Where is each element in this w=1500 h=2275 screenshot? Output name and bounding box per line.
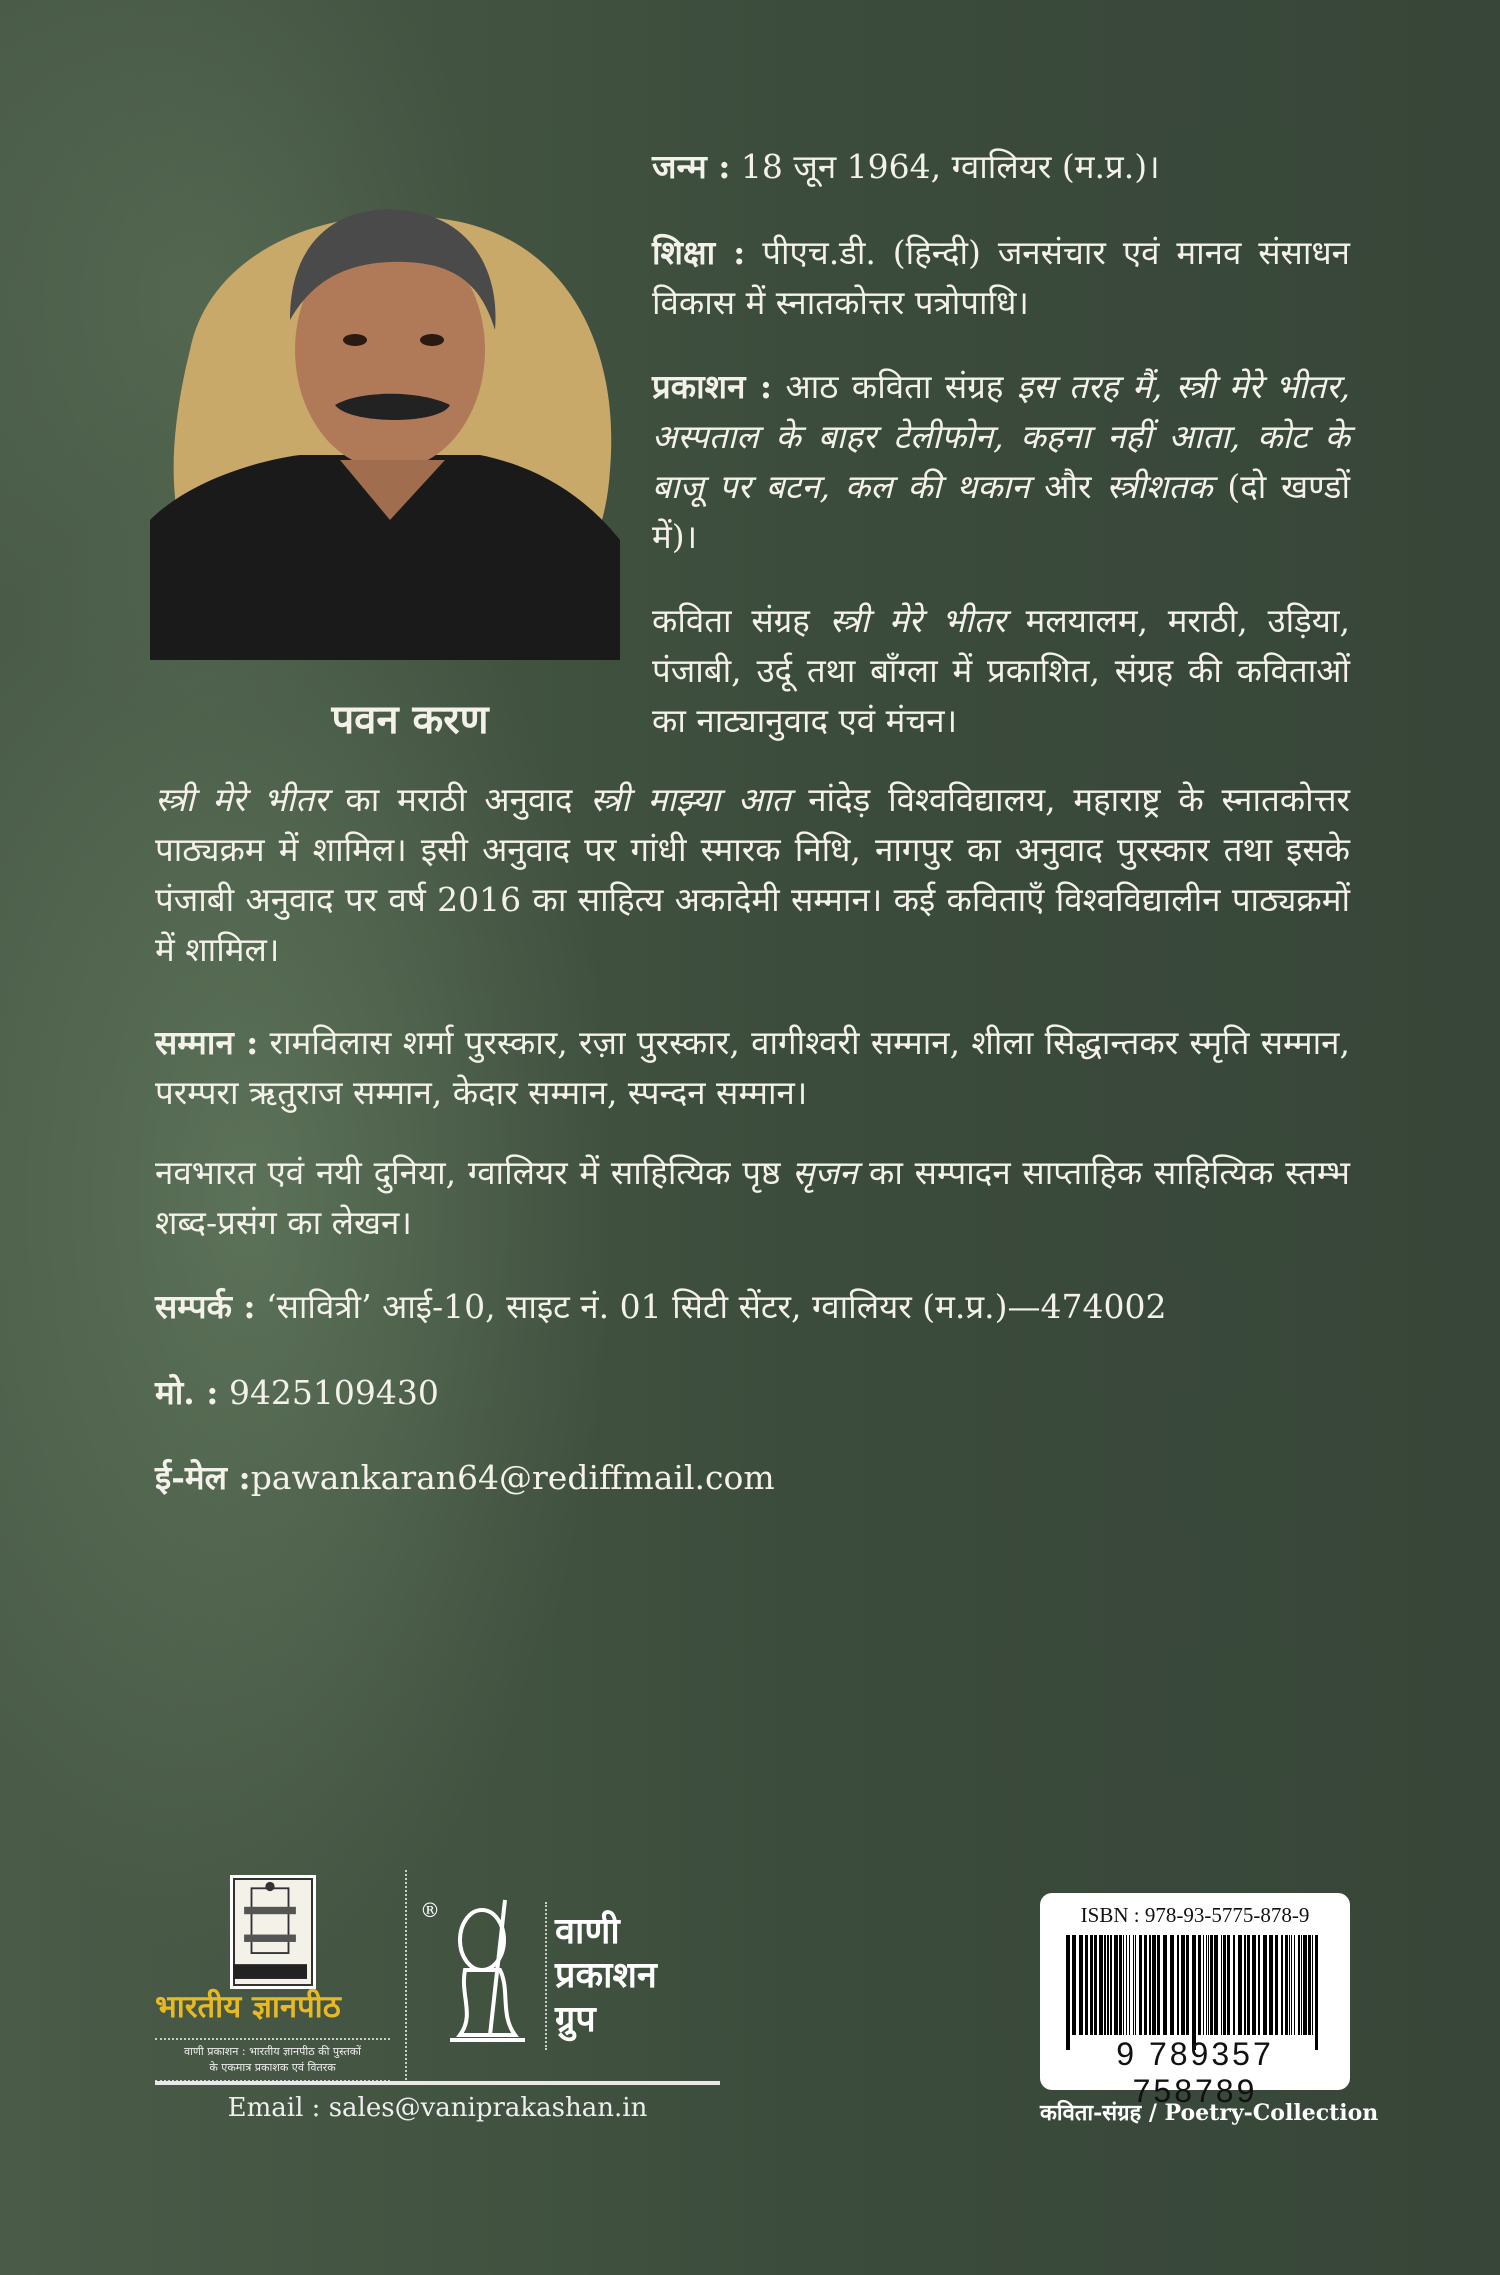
barcode-bar — [1238, 1935, 1242, 2035]
barcode-bar — [1275, 1935, 1278, 2035]
author-name: पवन करण — [331, 697, 489, 743]
barcode-bar — [1315, 1935, 1318, 2050]
vani-saraswati-logo-icon — [420, 1895, 535, 2045]
jnanpith-subtitle-line: वाणी प्रकाशन : भारतीय ज्ञानपीठ की पुस्तकों — [183, 2045, 362, 2058]
editing-text: का सम्पादन साप्ताहिक साहित्यिक स्तम्भ शब्द-प्रसंग का लेखन। — [155, 1153, 1350, 1242]
publications-info — [652, 362, 1350, 562]
barcode-bar — [1090, 1935, 1093, 2035]
barcode-bar — [1223, 1935, 1226, 2035]
translations-text: कविता संग्रह — [652, 601, 830, 640]
barcode-bar — [1269, 1935, 1273, 2035]
book-title: स्त्री मेरे भीतर — [829, 601, 1006, 640]
barcode-bar — [1208, 1935, 1209, 2035]
barcode-bar — [1210, 1935, 1213, 2035]
barcode-bar — [1252, 1935, 1256, 2035]
education-text: पीएच.डी. (हिन्दी) जनसंचार एवं मानव संसाधन विकास में स्नातकोत्तर पत्रोपाधि। — [652, 233, 1350, 322]
jnanpith-subtitle-line: के एकमात्र प्रकाशक एवं वितरक — [209, 2061, 336, 2074]
barcode-bar — [1301, 1935, 1302, 2035]
barcode-bar — [1135, 1935, 1136, 2035]
barcode-bar — [1149, 1935, 1151, 2035]
barcode-bar — [1258, 1935, 1260, 2035]
author-photo — [150, 190, 630, 680]
marathi-text: नांदेड़ विश्वविद्यालय, महाराष्ट्र के स्नातकोत्तर पाठ्यक्रम में शामिल। इसी अनुवाद पर गांधी स्मारक निधि, नागपुर का अनुवाद पुरस्कार तथा इसके पंजाबी अनुवाद पर वर्ष 2016 का साहित्य अकादेमी सम्मान। कई कविताएँ विश्वविद्यालीन पाठ्यक्रमों में शामिल। — [155, 780, 1350, 969]
publications-text: (दो खण्डों में)। — [652, 467, 1350, 556]
barcode-bar — [1303, 1935, 1307, 2035]
jnanpith-subtitle — [155, 2038, 390, 2082]
contact-info — [155, 1282, 1350, 1332]
isbn-label: ISBN : 978-93-5775-878-9 — [1080, 1903, 1310, 1927]
jnanpith-name: भारतीय ज्ञानपीठ — [155, 1989, 341, 2025]
barcode-bar — [1227, 1935, 1230, 2035]
divider — [545, 1902, 547, 2050]
birth-label: जन्म : — [652, 147, 731, 186]
barcode-bar — [1289, 1935, 1290, 2035]
registered-mark: ® — [420, 1898, 440, 1922]
barcode-bar — [1308, 1935, 1311, 2035]
barcode-bar — [1294, 1935, 1295, 2035]
barcode-bar — [1247, 1935, 1250, 2035]
barcode-bar — [1129, 1935, 1130, 2035]
barcode-bar — [1298, 1935, 1300, 2035]
email-label: ई-मेल : — [155, 1458, 251, 1497]
barcode-bar — [1281, 1935, 1283, 2035]
barcode-bar — [1094, 1935, 1097, 2035]
barcode-bar — [1157, 1935, 1160, 2035]
contact-label: सम्पर्क : — [155, 1287, 256, 1326]
barcode-bar — [1263, 1935, 1267, 2035]
publications-text: और — [1029, 467, 1107, 506]
barcode-bar — [1079, 1935, 1083, 2035]
page-title-srijan: सृजन — [792, 1153, 858, 1192]
book-category: कविता-संग्रह / Poetry-Collection — [1040, 2100, 1379, 2126]
barcode-bar — [1285, 1935, 1288, 2035]
awards-label: सम्मान : — [155, 1023, 259, 1062]
barcode-bar — [1107, 1935, 1109, 2035]
barcode-bar — [1163, 1935, 1167, 2035]
barcode-bar — [1114, 1935, 1118, 2035]
barcode-bar — [1119, 1935, 1122, 2035]
barcode-bar — [1144, 1935, 1147, 2035]
barcode-bar — [1072, 1935, 1076, 2035]
barcode-bar — [1110, 1935, 1112, 2035]
editing-info — [155, 1148, 1350, 1248]
barcode-bar — [1152, 1935, 1156, 2035]
barcode-bar — [1291, 1935, 1292, 2035]
barcode-bar — [1104, 1935, 1106, 2035]
editing-text: नवभारत एवं नयी दुनिया, ग्वालियर में साहित्यिक पृष्ठ — [155, 1153, 793, 1192]
barcode-bar — [1085, 1935, 1088, 2035]
mobile-info — [155, 1368, 1350, 1418]
barcode-bar — [1133, 1935, 1134, 2035]
publications-text: आठ कविता संग्रह — [772, 367, 1017, 406]
email-info — [155, 1453, 1350, 1503]
isbn-barcode-box — [1040, 1893, 1350, 2109]
vani-line: ग्रुप — [555, 1999, 596, 2040]
jnanpith-emblem-icon — [230, 1875, 316, 1989]
awards-info — [155, 1018, 1350, 1118]
birth-text: 18 जून 1964, ग्वालियर (म.प्र.)। — [730, 147, 1160, 186]
marathi-translation-info — [155, 775, 1350, 975]
barcode-bar — [1126, 1935, 1127, 2035]
education-info — [652, 228, 1350, 328]
barcode-bar — [1221, 1935, 1222, 2035]
translations-text: मलयालम, मराठी, उड़िया, पंजाबी, उर्दू तथा बाँग्ला में प्रकाशित, संग्रह की कविताओं का नाट्यानुवाद एवं मंचन। — [652, 601, 1350, 740]
publications-label: प्रकाशन : — [652, 367, 773, 406]
author-email: pawankaran64@rediffmail.com — [250, 1458, 775, 1497]
marathi-text: का मराठी अनुवाद — [327, 780, 591, 819]
barcode-bar — [1203, 1935, 1204, 2035]
publisher-logos — [150, 1860, 720, 2074]
contact-address: ‘सावित्री’ आई-10, साइट नं. 01 सिटी सेंटर, ग्वालियर (म.प्र.)—474002 — [255, 1287, 1167, 1326]
mobile-label: मो. : — [155, 1373, 219, 1412]
book-title: स्त्री माझ्या आत — [590, 780, 791, 819]
barcode-bar — [1186, 1935, 1189, 2035]
barcode-bar — [1181, 1935, 1185, 2035]
vani-line: प्रकाशन — [555, 1955, 657, 1996]
barcode-bar — [1066, 1935, 1070, 2050]
divider — [155, 2081, 720, 2085]
mobile-number: 9425109430 — [218, 1373, 439, 1412]
awards-text: रामविलास शर्मा पुरस्कार, रज़ा पुरस्कार, वागीश्वरी सम्मान, शीला सिद्धान्तकर स्मृति सम्मान, परम्परा ऋतुराज सम्मान, केदार सम्मान, स्पन्दन सम्मान। — [155, 1023, 1350, 1112]
education-label: शिक्षा : — [652, 233, 746, 272]
isbn-digits: 9 789357 758789 — [1116, 2036, 1274, 2109]
barcode-bar — [1170, 1935, 1174, 2035]
birth-info — [652, 142, 1350, 192]
book-title: स्त्रीशतक — [1106, 467, 1213, 506]
barcode-bar — [1177, 1935, 1179, 2035]
barcode-bar — [1206, 1935, 1207, 2035]
barcode-bar — [1233, 1935, 1235, 2035]
publisher-email: Email : sales@vaniprakashan.in — [227, 2093, 648, 2123]
barcode-bar — [1198, 1935, 1201, 2035]
barcode-bar — [1244, 1935, 1246, 2035]
divider — [405, 1870, 407, 2080]
barcode-bar — [1099, 1935, 1103, 2035]
barcode-bar — [1192, 1935, 1196, 2050]
barcode-bar — [1123, 1935, 1124, 2035]
barcode-bar — [1139, 1935, 1142, 2035]
barcode-bar — [1312, 1935, 1313, 2035]
book-title: स्त्री मेरे भीतर — [155, 780, 328, 819]
barcode-bar — [1214, 1935, 1218, 2035]
book-titles: इस तरह मैं, स्त्री मेरे भीतर, अस्पताल के बाहर टेलीफोन, कहना नहीं आता, कोट के बाजू पर बटन, कल की थकान — [652, 367, 1351, 506]
translations-info — [652, 596, 1350, 746]
vani-line: वाणी — [555, 1911, 620, 1952]
vani-prakashan-wordmark — [555, 1910, 657, 2042]
